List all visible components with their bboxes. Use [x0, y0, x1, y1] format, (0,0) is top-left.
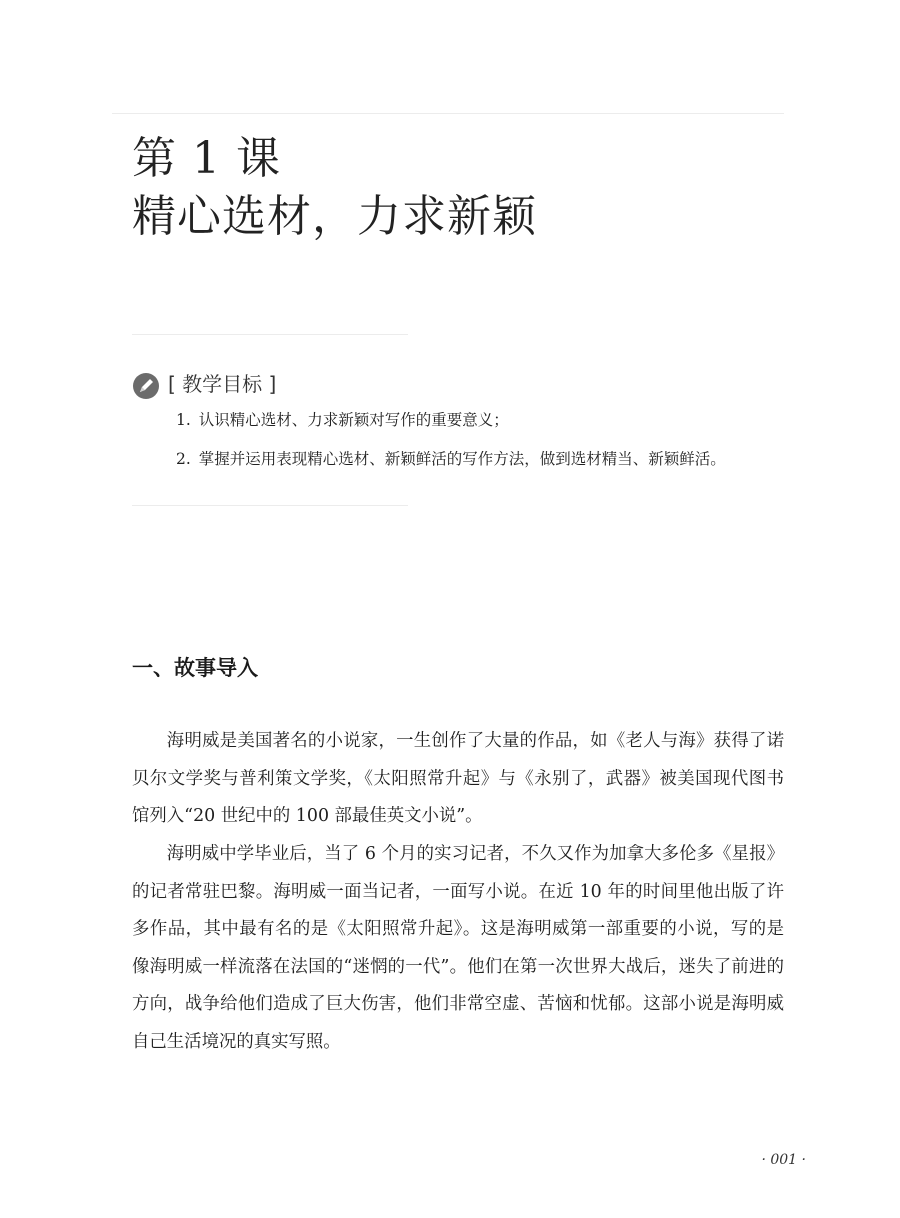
lesson-number: 第 1 课 — [132, 133, 281, 184]
objective-item — [176, 446, 726, 472]
objective-text: 认识精心选材、力求新颖对写作的重要意义； — [198, 411, 509, 429]
section-heading: 一、故事导入 — [132, 656, 258, 680]
objectives-bottom-divider — [132, 505, 408, 506]
lesson-title: 精心选材，力求新颖 — [132, 191, 537, 242]
top-divider — [112, 113, 784, 114]
paragraph: 海明威中学毕业后，当了 6 个月的实习记者，不久又作为加拿大多伦多《星报》的记者常驻巴黎。海明威一面当记者，一面写小说。在近 10 年的时间里他出版了许多作品，其中最有名的是《太阳照常升起》。这是海明威第一部重要的小说，写的是像海明威一样流落在法国的“迷惘的一代”。他们在第一次世界大战后，迷失了前进的方向，战争给他们造成了巨大伤害，他们非常空虚、苦恼和忧郁。这部小说是海明威自己生活境况的真实写照。 — [132, 844, 784, 1052]
paragraph: 海明威是美国著名的小说家，一生创作了大量的作品，如《老人与海》获得了诺贝尔文学奖与普利策文学奖，《太阳照常升起》与《永别了，武器》被美国现代图书馆列入“20 世纪中的 100 部最佳英文小说”。 — [132, 731, 784, 826]
page-number: · 001 · — [761, 1152, 806, 1168]
objectives-top-divider — [132, 334, 408, 335]
objective-number: 2. — [176, 450, 191, 468]
objective-number: 1. — [176, 411, 191, 429]
objective-text: 掌握并运用表现精心选材、新颖鲜活的写作方法，做到选材精当、新颖鲜活。 — [198, 450, 726, 468]
objective-item — [176, 407, 509, 433]
pencil-badge-icon — [132, 372, 160, 400]
objectives-heading: [ 教学目标 ] — [168, 372, 277, 396]
